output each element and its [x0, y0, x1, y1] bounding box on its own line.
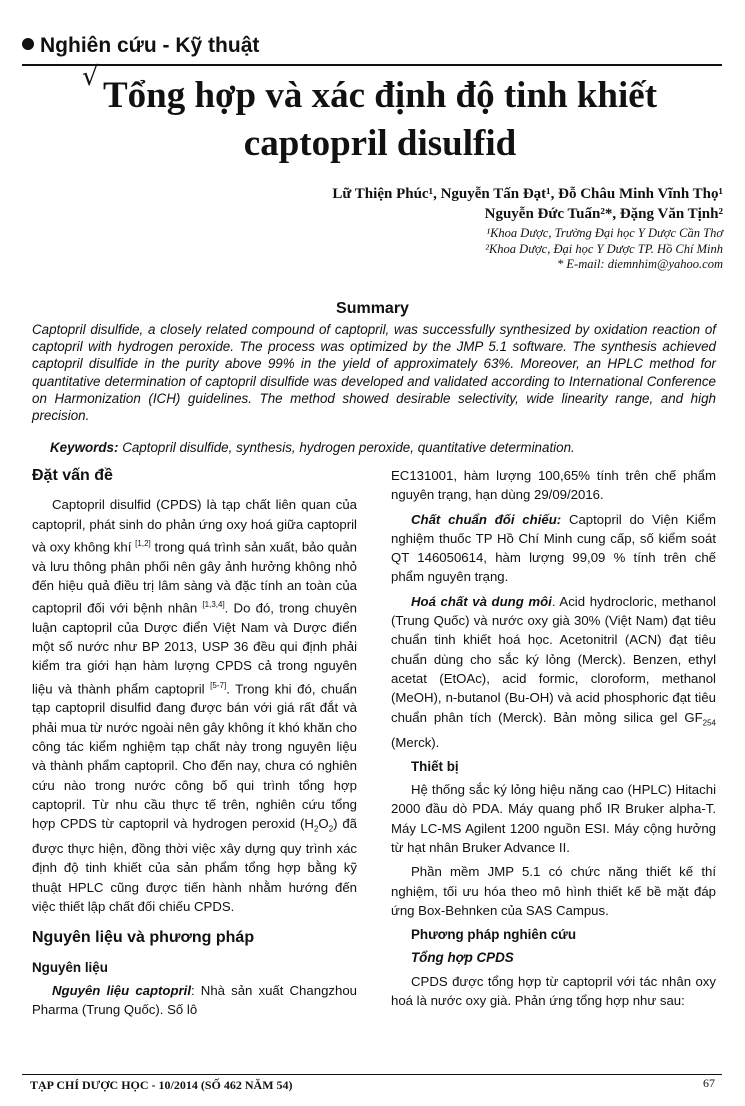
- author-email: * E-mail: diemnhim@yahoo.com: [557, 257, 723, 271]
- chemicals-paragraph: Hoá chất và dung môi. Acid hydrocloric, methanol (Trung Quốc) và nước oxy già 30% (Việt Nam) đạt tiêu chuẩn tinh khiết hoá học. Acetonitril (ACN) đạt tiêu chuẩn dùng cho sắc ký lỏng (Merck). Benzen, ethyl acetat (EtOAc), acid formic, cloroform, methanol (MeOH), n-butanol (Bu-OH) và acid phosphoric đạt tiêu chuẩn phân tích (Merck). Bản mỏng silica gel $GF_{254}$ (Merck).: [391, 593, 716, 750]
- footer-rule: [22, 1074, 722, 1075]
- page-number: 67: [703, 1076, 715, 1090]
- heading-method: Phương pháp nghiên cứu: [411, 927, 577, 943]
- affiliation-1: ¹Khoa Dược, Trường Đại học Y Dược Cần Thơ: [486, 226, 723, 240]
- heading-equipment: Thiết bị: [411, 758, 459, 774]
- authors-line-2: Nguyễn Đức Tuấn²*, Đặng Văn Tịnh²: [484, 206, 723, 222]
- raw-material-continued: EC131001, hàm lượng 100,65% tính trên chế phẩm nguyên trạng, hạn dùng 29/09/2016.: [391, 468, 716, 503]
- heading-methods: Nguyên liệu và phương pháp: [32, 929, 255, 947]
- heading-synthesis: Tổng hợp CPDS: [411, 950, 514, 966]
- title-line-1: Tổng hợp và xác định độ tinh khiết: [102, 75, 658, 116]
- section-header: [22, 34, 259, 58]
- software-paragraph: Phần mềm JMP 5.1 có chức năng thiết kế thí nghiệm, tối ưu hóa theo mô hình thiết kế bề mặt đáp ứng Box-Behnken của SAS Campus.: [391, 864, 716, 918]
- journal-footer: TẠP CHÍ DƯỢC HỌC - 10/2014 (SỐ 462 NĂM 54): [30, 1078, 293, 1092]
- authors: [332, 184, 723, 224]
- synthesis-paragraph: CPDS được tổng hợp từ captopril với tác nhân oxy hoá là nước oxy già. Phản ứng tổng hợp như sau:: [391, 973, 716, 1009]
- affiliations: [485, 226, 723, 273]
- raw-material-paragraph: Nguyên liệu captopril: Nhà sản xuất Changzhou Pharma (Trung Quốc). Số lô: [32, 982, 357, 1018]
- heading-materials: Nguyên liệu: [32, 959, 108, 975]
- title-line-2: captopril disulfid: [243, 123, 517, 164]
- authors-line-1: Lữ Thiện Phúc¹, Nguyễn Tấn Đạt¹, Đỗ Châu Minh Vĩnh Thọ¹: [332, 186, 723, 202]
- section-label: Nghiên cứu - Kỹ thuật: [40, 34, 260, 57]
- checkmark-icon: √: [82, 62, 99, 92]
- header-rule: [22, 64, 722, 66]
- intro-paragraph: Captopril disulfid (CPDS) là tạp chất liên quan của captopril, phát sinh do phản ứng oxy hoá giữa captopril và oxy không khí [1,2] trong quá trình sản xuất, bảo quản và lưu thông phân phối nên gây ảnh hưởng không nhỏ đến hiệu quả điều trị lâm sàng và đặc tính an toàn của captopril đối với bệnh nhân [1,3,4]. Do đó, trong chuyên luận captopril của Dược điển Việt Nam và Dược điển một số nước như BP 2013, USP 36 đều qui định phải kiểm tra giới hạn hàm lượng CPDS cả trong nguyên liệu và thành phẩm captopril [5-7]. Trong khi đó, chuẩn tạp captopril disulfid đang được bán với giá rất đắt và phải mua từ nước ngoài nên gây không ít khó khăn cho công tác kiểm nghiệm tạp chất này trong nguyên liệu và thành phẩm captopril. Cho đến nay, chưa có nghiên cứu nào trong nước công bố qui trình tổng hợp captopril. Từ nhu cầu thực tế trên, nghiên cứu tổng hợp CPDS từ captopril và hydrogen peroxid $(H_2O_2)$ đã được thực hiện, đồng thời việc xây dựng quy trình xác định độ tinh khiết của sản phẩm tổng hợp bằng kỹ thuật HPLC cũng được tiến hành nhằm hướng đến việc thiết lập chất đối chiếu CPDS.: [32, 497, 358, 915]
- keywords: [50, 440, 730, 455]
- affiliation-2: ²Khoa Dược, Đại học Y Dược TP. Hồ Chí Minh: [485, 241, 723, 256]
- keywords-label: Keywords:: [50, 440, 119, 455]
- summary-text: Captopril disulfide, a closely related compound of captopril, was successfully synthesized by oxidation reaction of captopril with hydrogen peroxide. The process was optimized by the JMP 5.1 software. The synthesis achieved captopril disulfide in the purity above 99% in the yield of approximately 63%. Moreover, an HPLC method for quantitative determination of captopril disulfide was developed and validated according to International Conference on Harmonization (ICH) guidelines. The method showed desirable selectivity, wide linearity range, and high precision.: [32, 322, 716, 424]
- right-column: [391, 466, 716, 1015]
- bullet-icon: [22, 38, 34, 50]
- keywords-text: Captopril disulfide, synthesis, hydrogen peroxide, quantitative determination.: [118, 440, 575, 455]
- reference-standard-paragraph: Chất chuẩn đối chiếu: Captopril do Viện Kiểm nghiệm thuốc TP Hồ Chí Minh cung cấp, số kiểm soát QT 146050614, hàm lượng 99,09 % tính trên chế phẩm nguyên trạng.: [391, 511, 716, 585]
- equipment-paragraph: Hệ thống sắc ký lỏng hiệu năng cao (HPLC) Hitachi 2000 đầu dò PDA. Máy quang phổ IR Bruker alpha-T. Máy LC-MS Agilent 1200 nguồn ESI. Máy cộng hưởng từ hạt nhân Bruker Advance II.: [391, 782, 716, 855]
- article-title: [60, 72, 700, 168]
- heading-introduction: Đặt vấn đề: [32, 467, 113, 484]
- summary-title: Summary: [336, 300, 409, 317]
- left-column: [32, 466, 357, 1025]
